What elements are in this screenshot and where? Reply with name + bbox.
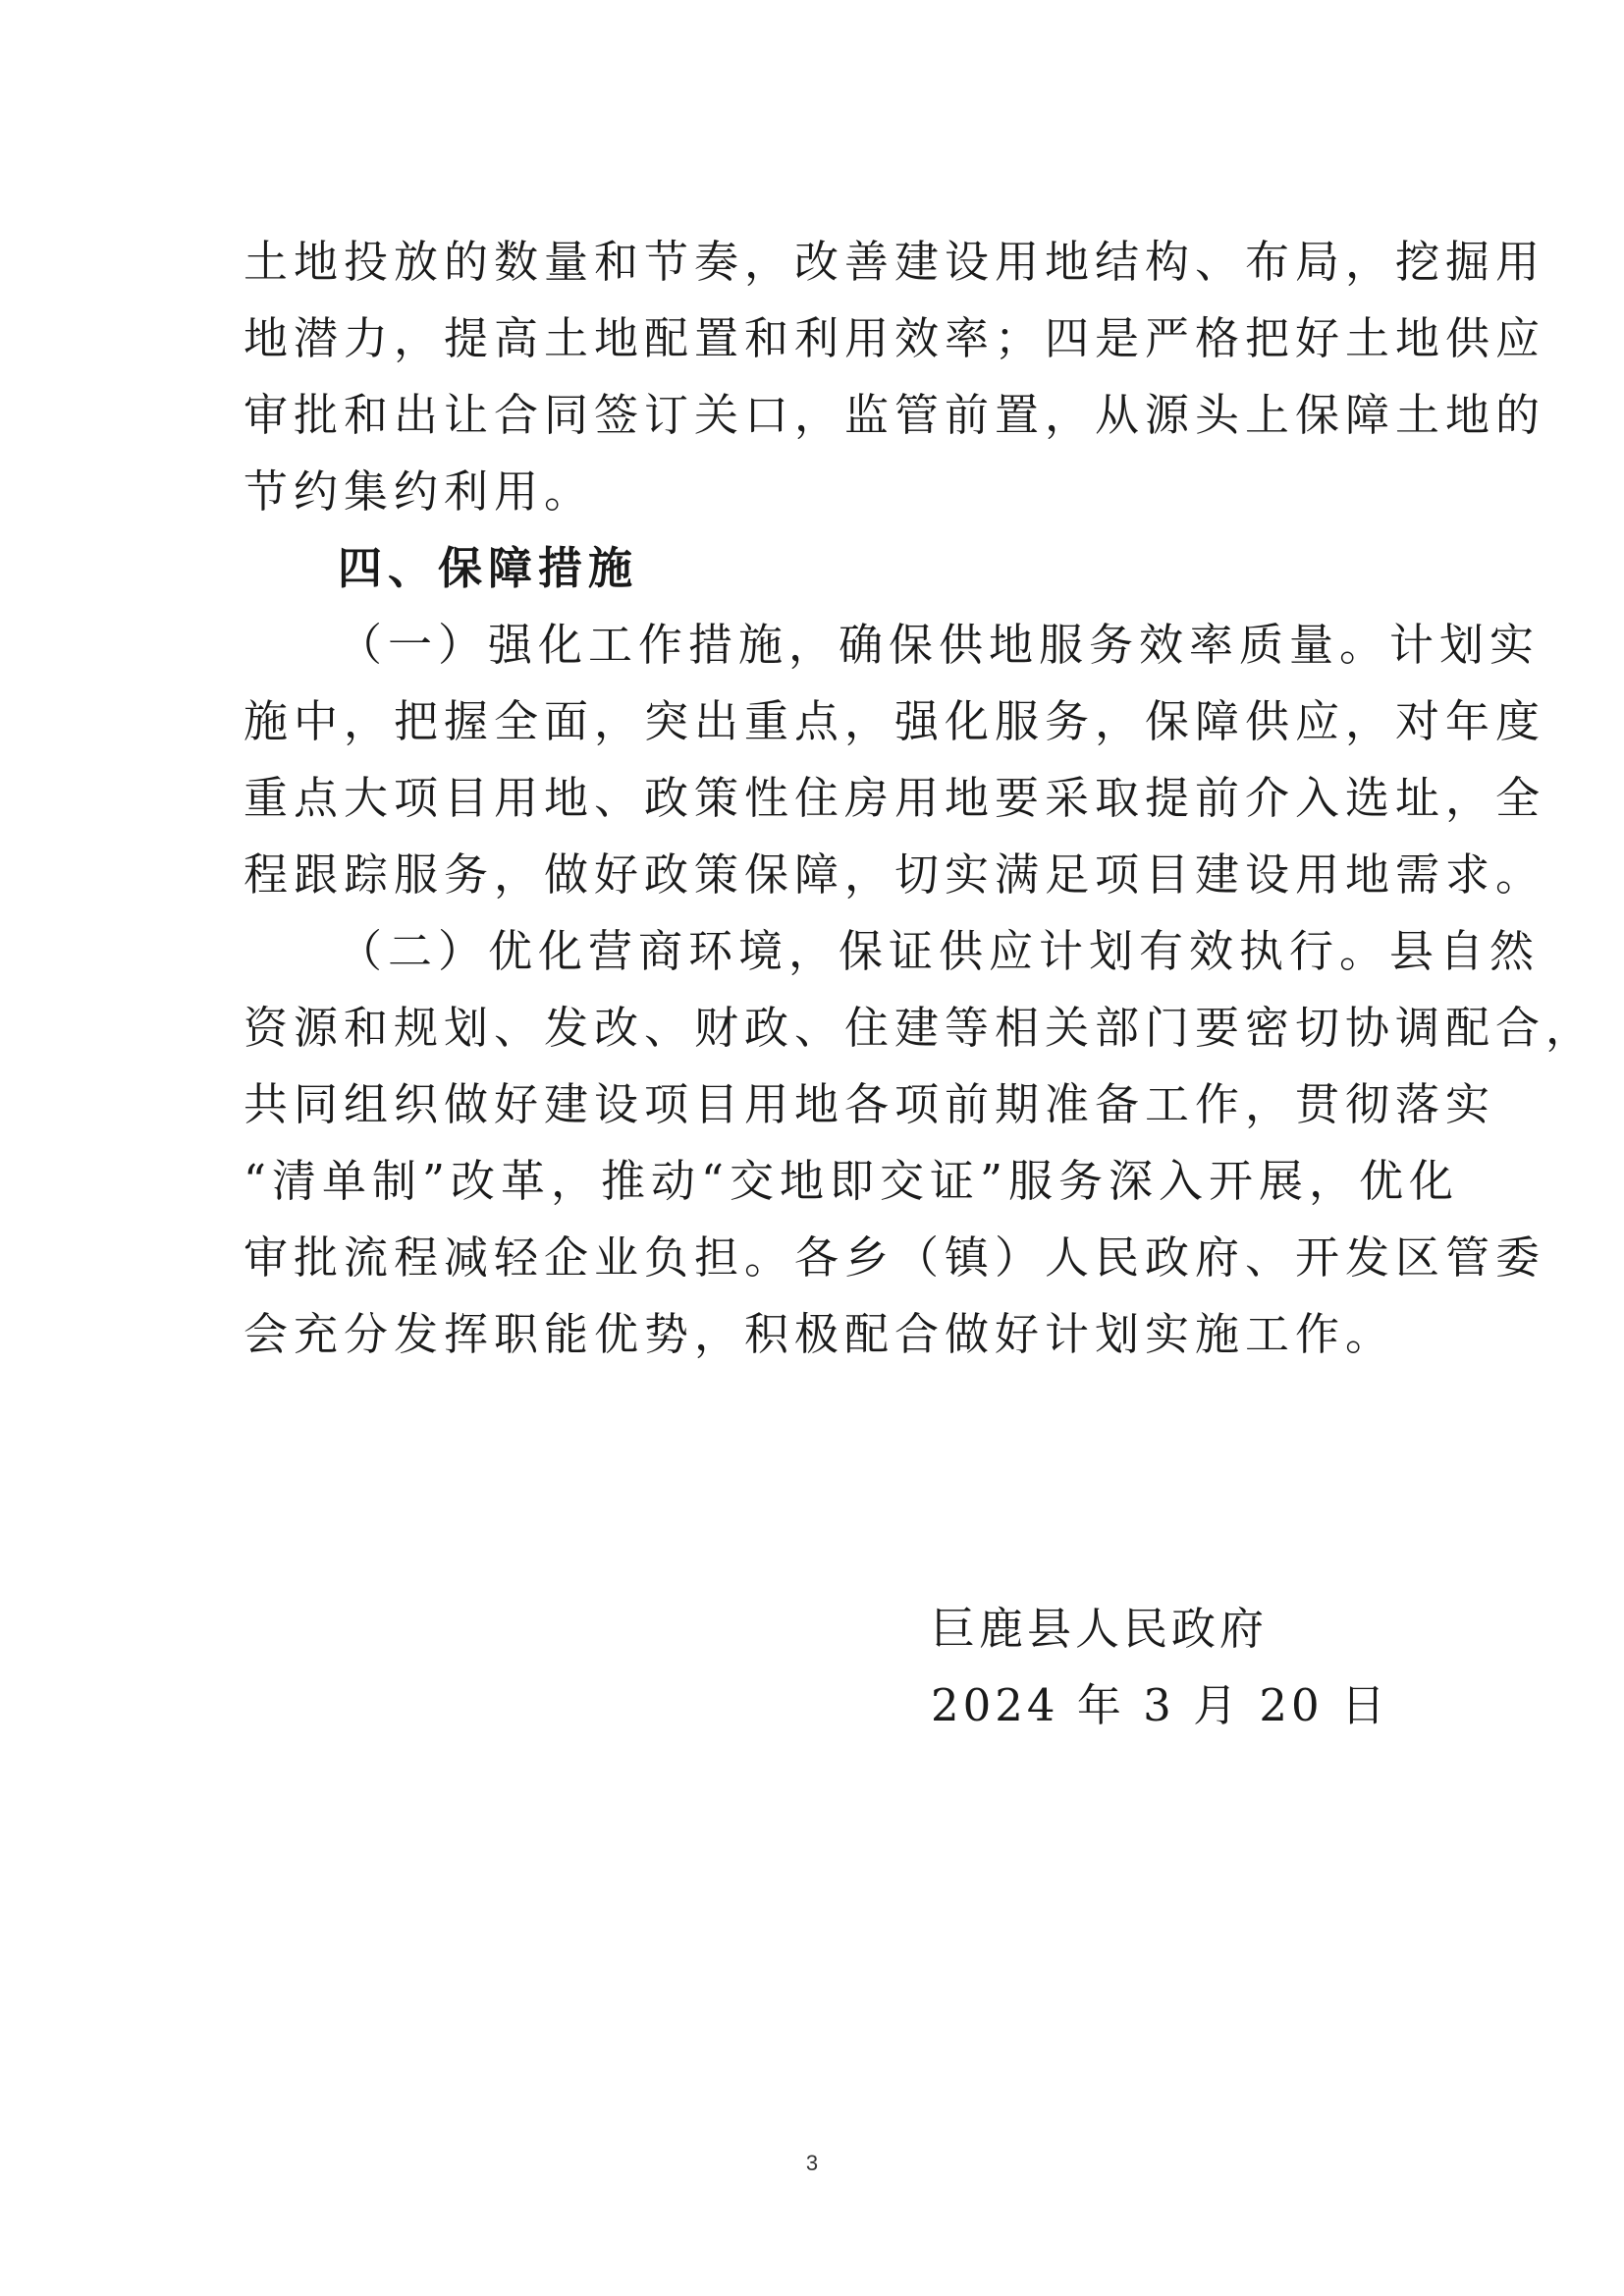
text-line: 节约集约利用。	[244, 465, 595, 518]
text-line: 审批和出让合同签订关口，监管前置，从源头上保障土地的	[244, 389, 1546, 441]
issuer-name: 巨鹿县人民政府	[931, 1603, 1269, 1655]
text-line: 会充分发挥职能优势，积极配合做好计划实施工作。	[244, 1308, 1396, 1360]
text-line: 重点大项目用地、政策性住房用地要采取提前介入选址，全	[244, 772, 1546, 824]
text-line: （一）强化工作措施，确保供地服务效率质量。计划实	[338, 619, 1541, 671]
section-heading-wrapper	[244, 530, 1373, 607]
text-line: “清单制”改革，推动“交地即交证”服务深入开展，优化	[244, 1155, 1460, 1207]
paragraph-2	[244, 913, 1597, 1373]
text-line: 地潜力，提高土地配置和利用效率；四是严格把好土地供应	[244, 312, 1546, 364]
text-line: 审批流程减轻企业负担。各乡（镇）人民政府、开发区管委	[244, 1231, 1546, 1284]
text-line: 共同组织做好建设项目用地各项前期准备工作，贯彻落实	[244, 1078, 1496, 1130]
text-line: 资源和规划、发改、财政、住建等相关部门要密切协调配合，	[244, 1002, 1597, 1054]
text-line: 施中，把握全面，突出重点，强化服务，保障供应，对年度	[244, 695, 1546, 747]
issue-date: 2024 年 3 月 20 日	[931, 1679, 1389, 1731]
text-line: （二）优化营商环境，保证供应计划有效执行。县自然	[338, 925, 1541, 977]
text-line: 程跟踪服务，做好政策保障，切实满足项目建设用地需求。	[244, 848, 1546, 901]
text-line: 土地投放的数量和节奏，改善建设用地结构、布局，挖掘用	[244, 236, 1546, 288]
paragraph-1	[244, 607, 1546, 913]
intro-paragraph	[244, 224, 1546, 530]
section-heading: 四、保障措施	[338, 542, 639, 594]
signature-block	[931, 1591, 1389, 1744]
page-number: 3	[805, 2151, 819, 2175]
